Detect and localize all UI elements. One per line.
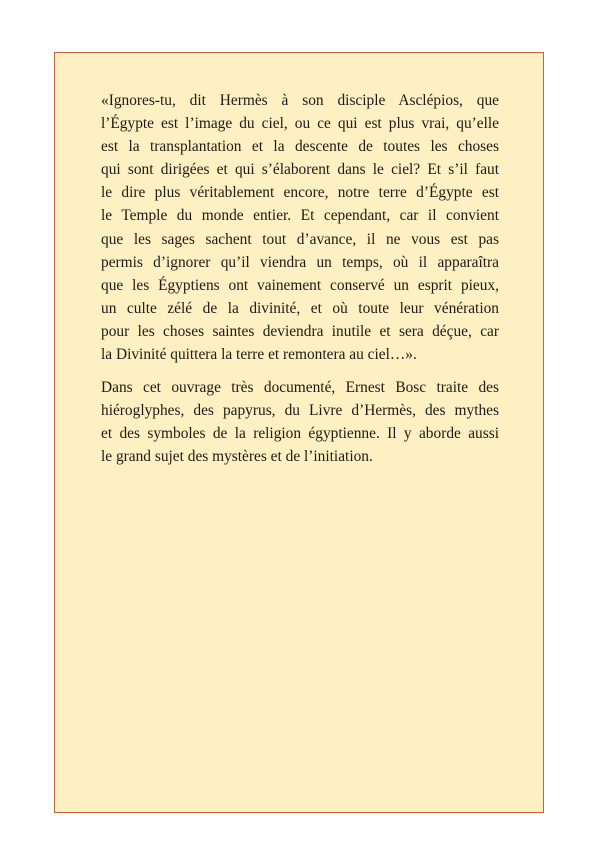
quote-line: que les Égyptiens ont vainement conservé un esprit pieux, [101,276,499,294]
summary-line: le grand sujet des mystères et de l’initiation. [101,448,373,466]
book-summary [101,376,499,468]
quote-line: pour les choses saintes deviendra inutile et sera déçue, car [101,322,499,340]
quote-line: le dire plus véritablement encore, notre terre d’Égypte est [101,184,499,202]
quote-line: la Divinité quittera la terre et remontera au ciel…». [101,346,417,364]
quote-line: «Ignores-tu, dit Hermès à son disciple Asclépios, que [101,92,499,109]
quote-line: un culte zélé de la divinité, et où toute leur vénération [101,299,499,317]
summary-line: Dans cet ouvrage très documenté, Ernest Bosc traite des [101,379,499,396]
quote-line: l’Égypte est l’image du ciel, ou ce qui est plus vrai, qu’elle [101,115,499,133]
hermes-quote [101,89,499,366]
quote-line: le Temple du monde entier. Et cependant, car il convient [101,207,499,225]
summary-line: hiéroglyphes, des papyrus, du Livre d’Hermès, des mythes [101,402,499,420]
quote-line: est la transplantation et la descente de toutes les choses [101,138,499,156]
quote-line: que les sages sachent tout d’avance, il ne vous est pas [101,230,499,248]
quote-line: qui sont dirigées et qui s’élaborent dans le ciel? Et s’il faut [101,161,499,179]
quote-line: permis d’ignorer qu’il viendra un temps, où il apparaîtra [101,253,499,271]
summary-line: et des symboles de la religion égyptienne. Il y aborde aussi [101,425,499,443]
back-cover-panel [54,52,544,813]
